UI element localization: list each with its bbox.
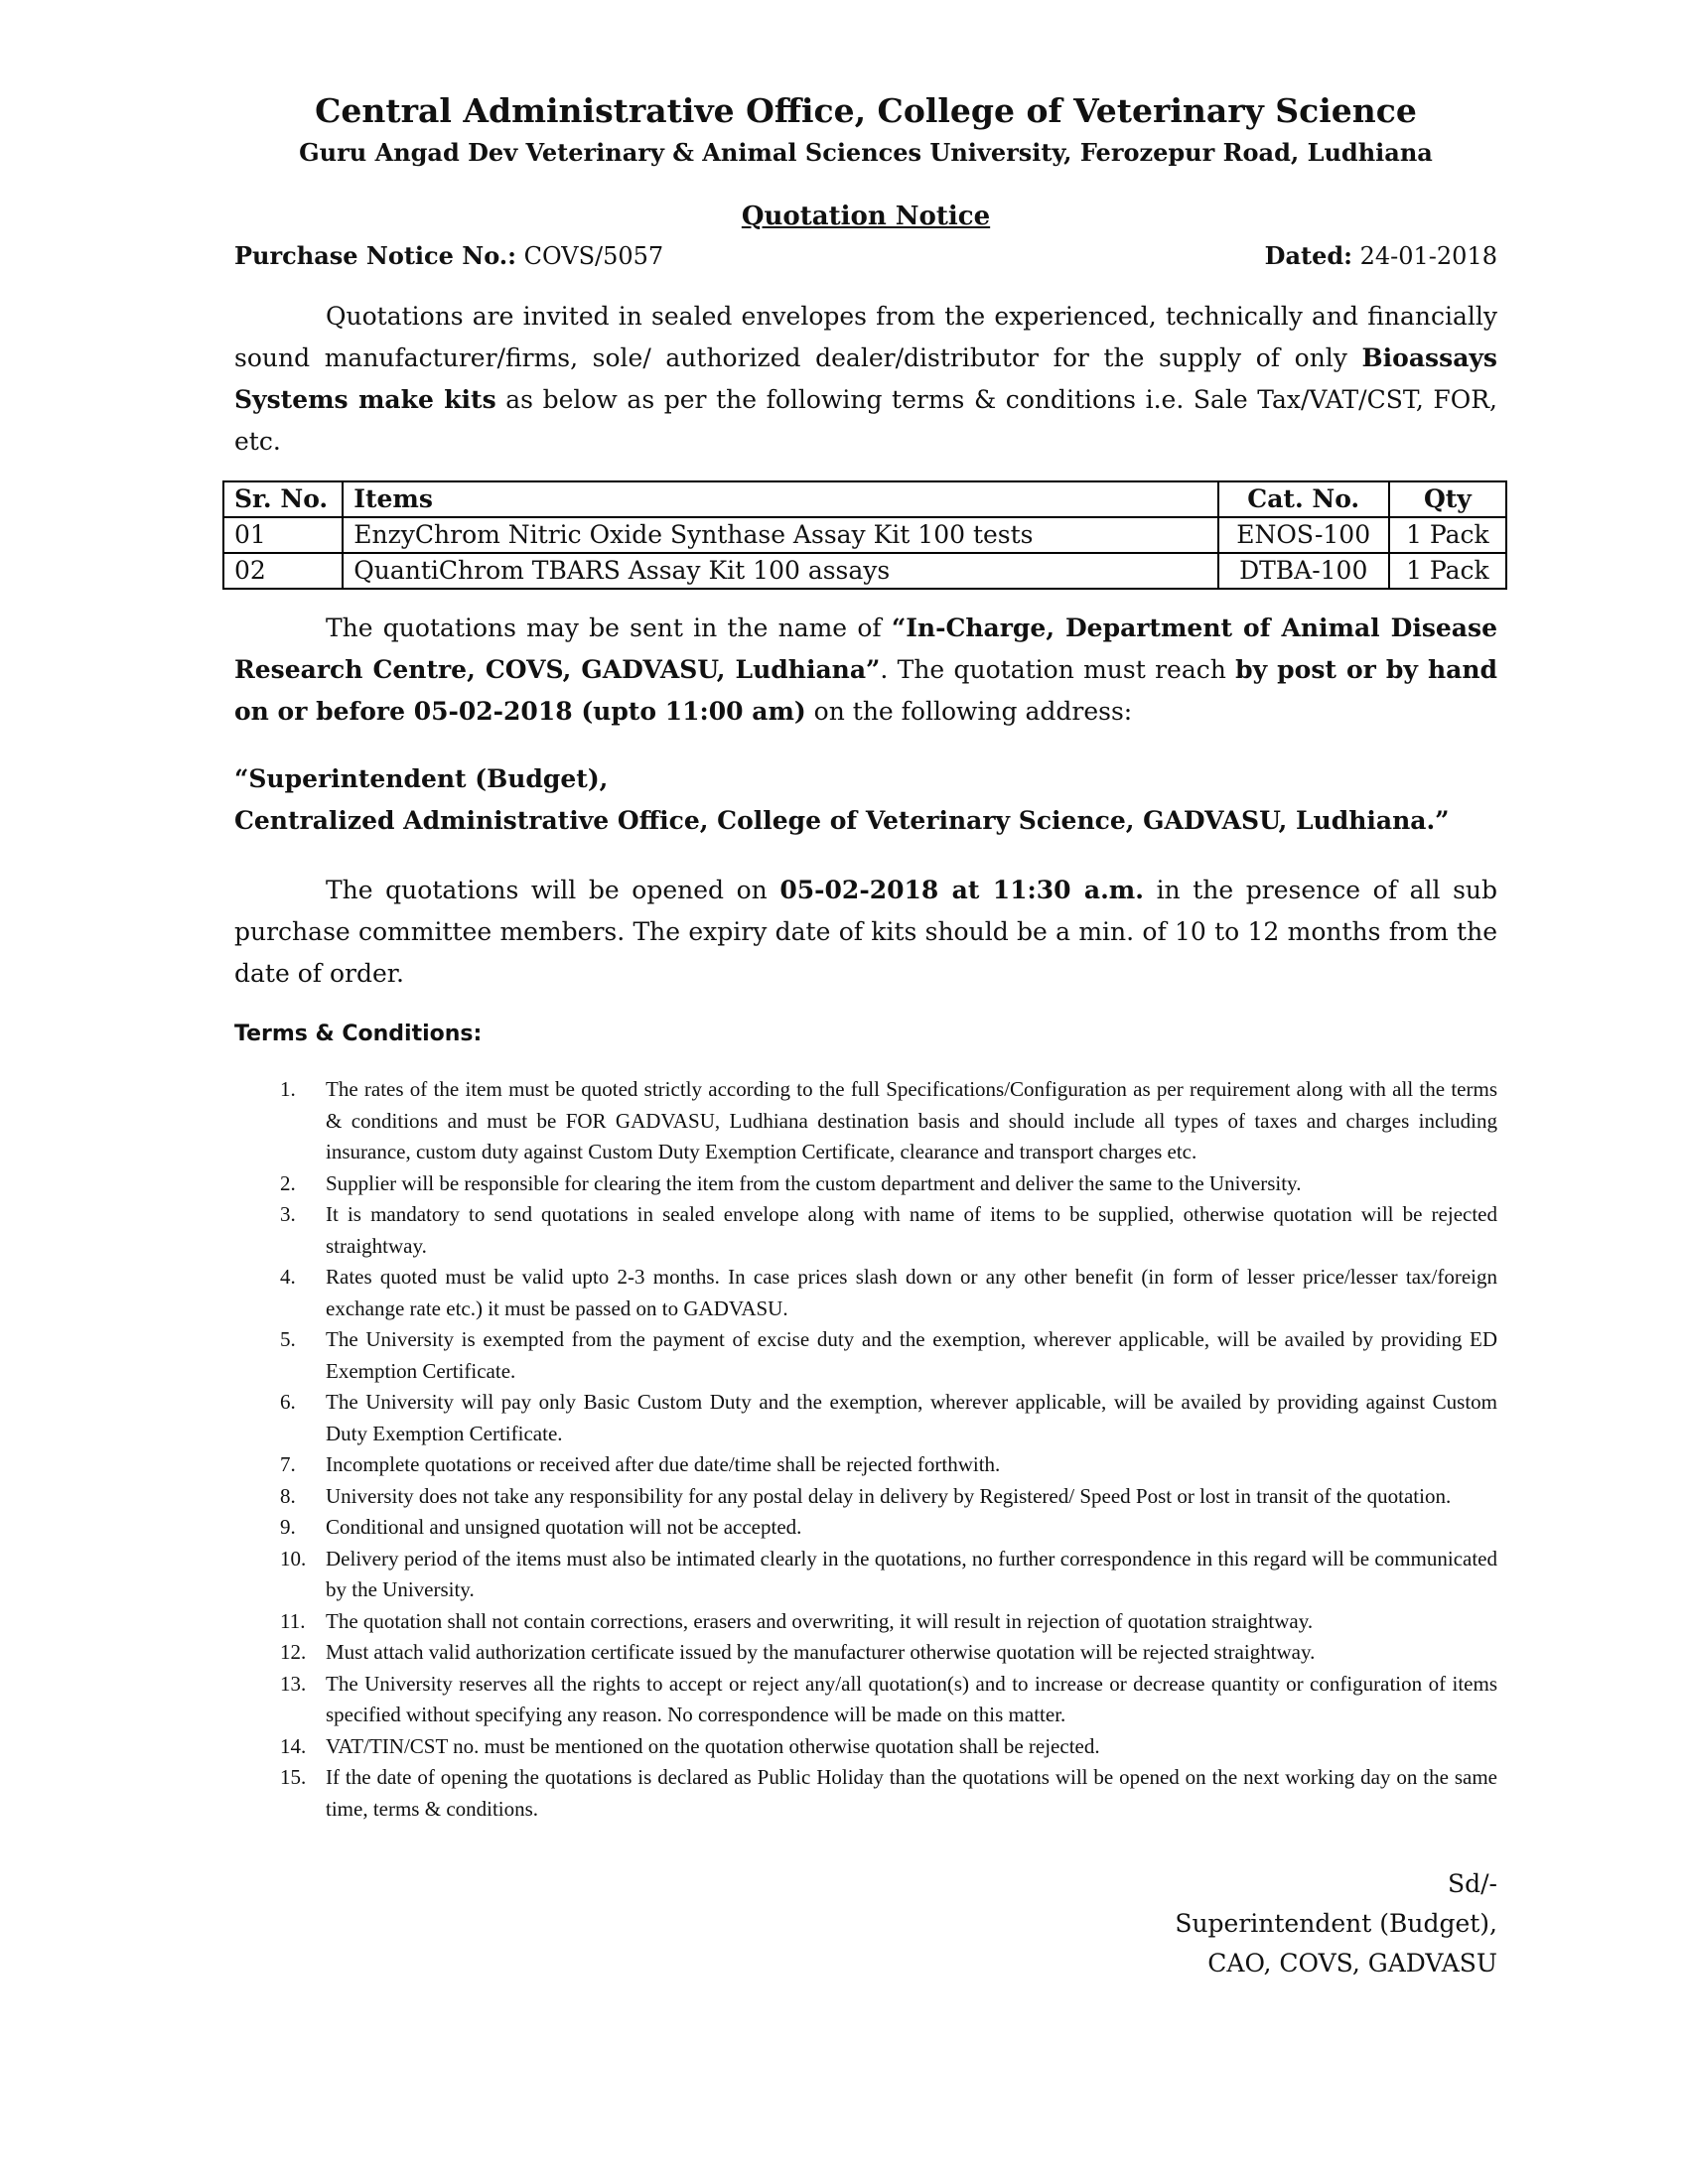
list-item: 1. The rates of the item must be quoted strictly according to the full Specifications/Configuration as per requirement along with all the terms & conditions and must be FOR GADVASU, Ludhiana destination basis and should include all types of taxes and charges including insurance, custom duty against Custom Duty Exemption Certificate, clearance and transport charges etc. [280, 1077, 1497, 1163]
signature-block [234, 1864, 1497, 1983]
notice-heading: Quotation Notice [741, 202, 991, 231]
list-item: 12. Must attach valid authorization certificate issued by the manufacturer otherwise quotation will be rejected straightway. [280, 1640, 1316, 1664]
notice-date: Dated: 24-01-2018 [1264, 241, 1497, 270]
letterhead [234, 87, 1497, 234]
items-table [222, 480, 1507, 590]
list-item: 5. The University is exempted from the payment of excise duty and the exemption, wherever applicable, will be availed by providing ED Exemption Certificate. [280, 1327, 1497, 1383]
signature-designation: Superintendent (Budget), [1175, 1909, 1497, 1938]
cell-sr-no: 01 [223, 517, 343, 553]
header-qty: Qty [1389, 481, 1506, 517]
intro-paragraph: Quotations are invited in sealed envelopes from the experienced, technically and financially sound manufacturer/firms, sole/ authorized dealer/distributor for the supply of only Bioassays Systems make kits as below as per the following terms & conditions i.e. Sale Tax/VAT/CST, FOR, etc. [234, 302, 1497, 456]
terms-list [234, 1074, 1497, 1825]
table-row [223, 517, 1506, 553]
list-item: 15. If the date of opening the quotations is declared as Public Holiday than the quotations will be opened on the next working day on the same time, terms & conditions. [280, 1765, 1497, 1821]
purchase-notice-number: Purchase Notice No.: COVS/5057 [234, 241, 664, 270]
list-item: 3. It is mandatory to send quotations in sealed envelope along with name of items to be supplied, otherwise quotation will be rejected straightway. [280, 1202, 1497, 1258]
cell-cat-no: DTBA-100 [1218, 553, 1389, 589]
document-page [234, 87, 1497, 1983]
cell-item: QuantiChrom TBARS Assay Kit 100 assays [343, 553, 1217, 589]
address-line-2: Centralized Administrative Office, College of Veterinary Science, GADVASU, Ludhiana.” [234, 806, 1450, 835]
submission-paragraph: The quotations may be sent in the name of “In-Charge, Department of Animal Disease Research Centre, COVS, GADVASU, Ludhiana”. The quotation must reach by post or by hand on or before 05-02-2018 (upto 11:00 am) on the following address: [234, 614, 1497, 726]
list-item: 10. Delivery period of the items must also be intimated clearly in the quotations, no further correspondence in this regard will be communicated by the University. [280, 1546, 1497, 1601]
list-item: 7. Incomplete quotations or received after due date/time shall be rejected forthwith. [280, 1452, 1001, 1476]
header-cat-no: Cat. No. [1218, 481, 1389, 517]
table-header-row [223, 481, 1506, 517]
list-item: 2. Supplier will be responsible for clearing the item from the custom department and deliver the same to the University. [280, 1170, 1302, 1195]
university-subtitle: Guru Angad Dev Veterinary & Animal Sciences University, Ferozepur Road, Ludhiana [299, 138, 1433, 167]
cell-qty: 1 Pack [1389, 553, 1506, 589]
signature-sd: Sd/- [1448, 1869, 1497, 1898]
list-item: 9. Conditional and unsigned quotation will not be accepted. [280, 1515, 802, 1539]
list-item: 4. Rates quoted must be valid upto 2-3 months. In case prices slash down or any other benefit (in form of lesser price/lesser tax/foreign exchange rate etc.) it must be passed on to GADVASU. [280, 1265, 1497, 1320]
signature-office: CAO, COVS, GADVASU [1207, 1949, 1497, 1978]
cell-item: EnzyChrom Nitric Oxide Synthase Assay Kit 100 tests [343, 517, 1217, 553]
address-line-1: “Superintendent (Budget), [234, 764, 609, 793]
list-item: 14. VAT/TIN/CST no. must be mentioned on the quotation otherwise quotation shall be rejected. [280, 1733, 1100, 1758]
header-items: Items [343, 481, 1217, 517]
cell-qty: 1 Pack [1389, 517, 1506, 553]
list-item: 13. The University reserves all the rights to accept or reject any/all quotation(s) and to increase or decrease quantity or configuration of items specified without specifying any reason. No correspondence will be made on this matter. [280, 1671, 1497, 1726]
opening-paragraph: The quotations will be opened on 05-02-2018 at 11:30 a.m. in the presence of all sub purchase committee members. The expiry date of kits should be a min. of 10 to 12 months from the date of order. [234, 876, 1498, 988]
cell-cat-no: ENOS-100 [1218, 517, 1389, 553]
list-item: 6. The University will pay only Basic Custom Duty and the exemption, wherever applicable, will be availed by providing against Custom Duty Exemption Certificate. [280, 1390, 1497, 1445]
list-item: 8. University does not take any responsibility for any postal delay in delivery by Registered/ Speed Post or lost in transit of the quotation. [280, 1483, 1452, 1508]
terms-heading: Terms & Conditions: [234, 1022, 483, 1046]
table-row [223, 553, 1506, 589]
notice-meta [234, 238, 1497, 274]
header-sr-no: Sr. No. [223, 481, 343, 517]
office-title: Central Administrative Office, College of Veterinary Science [315, 91, 1417, 130]
delivery-address [234, 758, 1497, 842]
list-item: 11. The quotation shall not contain corrections, erasers and overwriting, it will result in rejection of quotation straightway. [280, 1608, 1314, 1633]
cell-sr-no: 02 [223, 553, 343, 589]
